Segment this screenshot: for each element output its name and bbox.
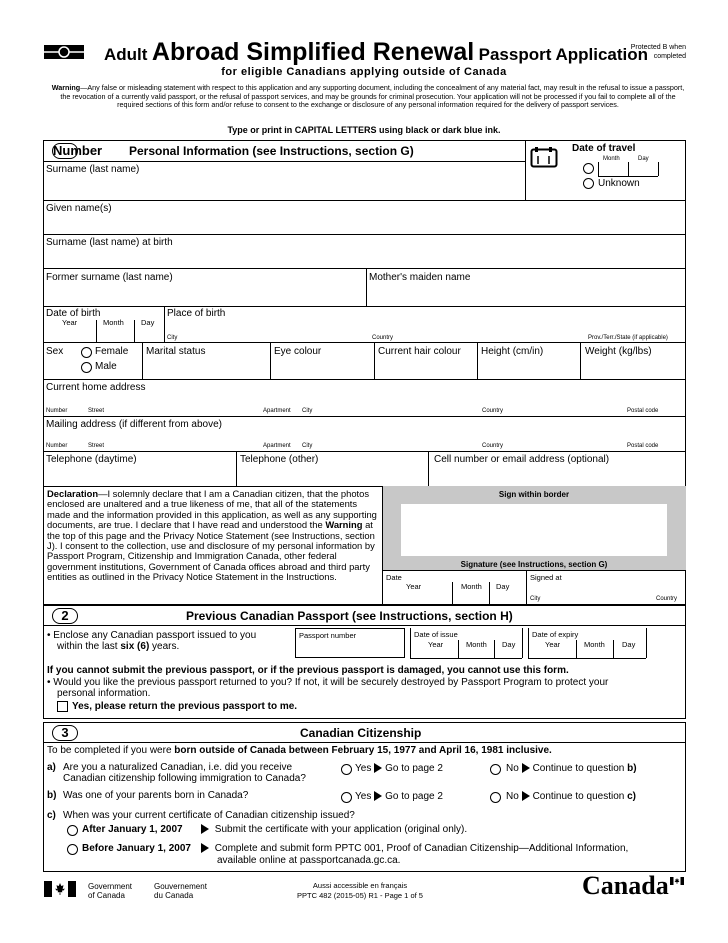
qa-no-text: No [506, 763, 519, 774]
signature-caption: Signature (see Instructions, section G) [460, 560, 608, 569]
sign-year-label: Year [406, 582, 422, 591]
expiry-year-label: Year [545, 640, 561, 649]
qb-yes-radio[interactable] [341, 792, 352, 803]
height-unit: (cm/in) [512, 346, 544, 357]
arrow-right-icon [201, 824, 209, 834]
issue-date-input[interactable] [411, 649, 521, 658]
passport-symbol-icon [44, 45, 84, 59]
protected-note: Protected B when completed [630, 44, 686, 60]
marital-status-label: Marital status [146, 346, 206, 357]
would-return-line-2: personal information. [57, 688, 151, 699]
travel-day-label: Day [638, 156, 649, 162]
question-b-label: b) [47, 790, 57, 801]
enclose-line-2 [57, 641, 179, 652]
eye-colour-label: Eye colour [274, 346, 322, 357]
qa-continue-text: Continue to question [532, 763, 628, 774]
enclose-2a: within the last [57, 641, 121, 652]
signed-at-input[interactable] [528, 583, 684, 594]
tel-daytime-input[interactable] [45, 467, 234, 484]
home-postal-label: Postal code [627, 408, 659, 414]
qc-after-text: Submit the certificate with your application (original only). [214, 824, 468, 835]
sex-female-label: Female [95, 346, 129, 357]
home-address-input[interactable] [45, 395, 683, 408]
given-names-input[interactable] [45, 216, 683, 233]
arrow-right-icon [522, 791, 530, 801]
mail-city-label: City [302, 443, 313, 449]
form-title [104, 38, 648, 67]
travel-calendar-icon [530, 146, 558, 173]
question-a-label: a) [47, 762, 56, 773]
intro-b: born outside of Canada between February 15, 1977 and April 16, 1981 inclusive. [174, 745, 552, 756]
place-of-birth-country-input[interactable] [372, 321, 582, 334]
home-address-label: Current home address [46, 382, 146, 393]
sex-female-radio[interactable] [81, 347, 92, 358]
question-c-label: c) [47, 810, 56, 821]
place-of-birth-label: Place of birth [167, 308, 226, 319]
enclose-2b: six (6) [120, 641, 150, 652]
passport-number-input[interactable] [297, 642, 403, 656]
section-2-number: 2 [52, 608, 78, 624]
sex-label: Sex [46, 346, 64, 357]
title-main: Abroad Simplified Renewal [151, 38, 475, 66]
surname-label: Surname (last name) [46, 164, 140, 175]
arrow-right-icon [374, 763, 382, 773]
home-country-label: Country [482, 408, 504, 414]
qb-no-radio[interactable] [490, 792, 501, 803]
issue-day-label: Day [502, 640, 516, 649]
qb-no-label [506, 791, 636, 802]
arrow-right-icon [201, 843, 209, 853]
tel-daytime-label: Telephone (daytime) [46, 454, 137, 465]
citizenship-intro [47, 745, 552, 756]
qb-yes-label [355, 791, 443, 802]
hair-colour-input[interactable] [376, 361, 475, 377]
declaration-label: Declaration [47, 488, 99, 499]
tel-other-input[interactable] [238, 467, 426, 484]
declaration-part-2: at the top of this page and the Privacy Notice Statement (see Instructions, section J). I consent to the collection, use and disclosure of my personal information by Passport Program, Citizenship and Immigration Canada, other federal government institutions, Government of Canada offices abroad and third party entities as outlined in the Privacy Notice Statement in the Instructions. [47, 519, 375, 583]
warning-text: —Any false or misleading statement with respect to this application and any supporting document, including the concealment of any material fact, may result in the refusal to issue a passport, the revocation of a currently valid passport, or the refusal of passport services, and may be grounds for criminal prosecution. Your application will not be processed if you fail to complete all of the required sections of this form and/or refuse to consent to the exchange or disclosure of any personal information required for the delivery of passport services. [60, 83, 685, 110]
height-label [481, 346, 543, 357]
qc-before-instruction [201, 843, 628, 854]
question-a-line-1: Are you a naturalized Canadian, i.e. did you receive [63, 762, 293, 773]
travel-unknown-label: Unknown [598, 178, 640, 189]
warning-label: Warning [51, 83, 81, 92]
qb-continue-target: c) [627, 791, 636, 802]
place-of-birth-prov-input[interactable] [586, 321, 684, 334]
return-passport-checkbox[interactable] [57, 701, 68, 712]
dob-year-label: Year [62, 318, 78, 327]
home-number-label: Number [46, 408, 68, 414]
mail-apartment-label: Apartment [263, 443, 291, 449]
gov-en-signature [88, 882, 132, 900]
sign-day-label: Day [496, 582, 510, 591]
qc-before-text-1: Complete and submit form PPTC 001, Proof of Canadian Citizenship—Additional Information, [214, 843, 629, 854]
date-of-issue-label: Date of issue [414, 630, 458, 639]
marital-status-input[interactable] [144, 361, 268, 377]
cell-email-label: Cell number or email address (optional) [434, 454, 610, 465]
home-street-label: Street [88, 408, 105, 414]
signed-country-label: Country [656, 596, 678, 602]
sex-male-label: Male [95, 361, 117, 372]
issue-month-label: Month [466, 640, 487, 649]
hair-colour-label: Current hair colour [378, 346, 461, 357]
question-b-text: Was one of your parents born in Canada? [63, 790, 249, 801]
declaration-text [47, 489, 380, 583]
cannot-submit-note: If you cannot submit the previous passport, or if the previous passport is damaged, you cannot use this form. [47, 665, 569, 676]
pob-city-label: City [167, 335, 178, 341]
canada-wordmark-text: Canada [582, 871, 669, 900]
pob-country-label: Country [372, 335, 394, 341]
qc-before-instruction-2: available online at passportcanada.gc.ca. [217, 855, 401, 866]
form-subtitle: for eligible Canadians applying outside of Canada [221, 66, 507, 78]
title-suffix: Passport Application [478, 45, 649, 64]
enclose-line-1: • Enclose any Canadian passport issued to you [47, 630, 257, 641]
expiry-date-input[interactable] [529, 649, 645, 658]
qa-yes-text: Yes [355, 763, 372, 774]
sign-day-input[interactable] [490, 592, 524, 604]
section-1-title: Personal Information (see Instructions, section G) [129, 144, 414, 158]
weight-label [585, 346, 652, 357]
travel-unknown-radio[interactable] [583, 178, 594, 189]
aussi-note: Aussi accessible en français [312, 881, 408, 890]
sign-year-input[interactable] [384, 592, 451, 604]
height-text: Height [481, 346, 510, 357]
section-1-number: Number [53, 143, 103, 158]
form-identifier: PPTC 482 (2015-05) R1 - Page 1 of 5 [297, 891, 423, 900]
dob-month-label: Month [103, 318, 124, 327]
eye-colour-input[interactable] [272, 361, 372, 377]
canada-flag-icon [44, 881, 76, 902]
mothers-maiden-input[interactable] [368, 287, 683, 304]
gov-fr-1: Gouvernement [154, 882, 207, 891]
place-of-birth-city-input[interactable] [166, 321, 366, 334]
wordmark-flag-icon [670, 872, 684, 890]
question-c-text: When was your current certificate of Canadian citizenship issued? [63, 810, 355, 821]
height-input[interactable] [479, 361, 578, 377]
dob-label: Date of birth [46, 308, 101, 319]
section-3-title: Canadian Citizenship [300, 726, 422, 740]
signed-at-label: Signed at [530, 573, 562, 582]
signed-city-label: City [530, 596, 541, 602]
weight-text: Weight [585, 346, 616, 357]
mail-country-label: Country [482, 443, 504, 449]
enclose-2c: years. [149, 641, 180, 652]
sex-male-radio[interactable] [81, 362, 92, 373]
expiry-day-label: Day [622, 640, 636, 649]
weight-input[interactable] [582, 361, 684, 377]
mail-postal-label: Postal code [627, 443, 659, 449]
qa-no-label [506, 763, 637, 774]
return-passport-label: Yes, please return the previous passport to me. [72, 701, 298, 712]
sign-month-label: Month [461, 582, 482, 591]
gov-fr-signature [154, 882, 207, 900]
travel-month-input[interactable] [599, 163, 628, 176]
travel-day-input[interactable] [629, 163, 658, 176]
qa-continue-target: b) [627, 763, 637, 774]
instruction-line: Type or print in CAPITAL LETTERS using black or dark blue ink. [227, 125, 501, 135]
former-surname-input[interactable] [45, 287, 363, 304]
warning-block [48, 84, 688, 110]
mail-street-label: Street [88, 443, 105, 449]
mothers-maiden-label: Mother's maiden name [369, 272, 471, 283]
mail-number-label: Number [46, 443, 68, 449]
mailing-address-input[interactable] [45, 431, 683, 443]
sign-month-input[interactable] [453, 592, 488, 604]
dob-day-input[interactable] [135, 328, 163, 341]
dob-day-label: Day [141, 318, 155, 327]
home-apartment-label: Apartment [263, 408, 291, 414]
surname-at-birth-input[interactable] [45, 250, 683, 267]
travel-date-radio[interactable] [583, 163, 594, 174]
intro-a: To be completed if you were [47, 745, 175, 756]
qc-after-instruction [201, 824, 467, 835]
question-a-line-2: Canadian citizenship following immigration to Canada? [63, 773, 306, 784]
arrow-right-icon [522, 763, 530, 773]
surname-input[interactable] [45, 177, 523, 199]
declaration-warning: Warning [325, 519, 363, 531]
expiry-month-label: Month [584, 640, 605, 649]
canada-wordmark [582, 872, 669, 900]
qc-after-radio[interactable] [67, 825, 78, 836]
tel-other-label: Telephone (other) [240, 454, 319, 465]
qa-yes-label [355, 763, 443, 774]
former-surname-label: Former surname (last name) [46, 272, 173, 283]
date-of-expiry-label: Date of expiry [532, 630, 579, 639]
qa-no-radio[interactable] [490, 764, 501, 775]
gov-fr-2: du Canada [154, 891, 194, 900]
date-of-travel-label: Date of travel [572, 143, 636, 154]
qa-yes-radio[interactable] [341, 764, 352, 775]
qb-continue-text: Continue to question [532, 791, 628, 802]
surname-at-birth-label: Surname (last name) at birth [46, 237, 173, 248]
qb-goto-text: Go to page 2 [385, 791, 443, 802]
mailing-address-label: Mailing address (if different from above) [46, 419, 223, 430]
section-2-title: Previous Canadian Passport (see Instructions, section H) [186, 609, 513, 623]
qc-after-label: After January 1, 2007 [82, 824, 183, 835]
would-return-line-1: • Would you like the previous passport returned to you? If not, it will be securely destroyed by Passport Program to protect your [47, 677, 609, 688]
gov-en-2: of Canada [88, 891, 125, 900]
home-city-label: City [302, 408, 313, 414]
given-names-label: Given name(s) [46, 203, 112, 214]
title-prefix: Adult [104, 45, 148, 64]
signature-area[interactable] [401, 504, 667, 556]
gov-en-1: Government [88, 882, 133, 891]
qa-goto-text: Go to page 2 [385, 763, 443, 774]
dob-month-input[interactable] [97, 328, 133, 341]
declaration-part-1: —I solemnly declare that I am a Canadian citizen, that the photos enclosed are unaltered and a true likeness of me, that all of the statements made and the information provided in this application, as well as any supporting documents, are true. I declare that I have read and understood the [47, 488, 377, 531]
passport-number-label: Passport number [299, 631, 357, 640]
qc-before-label: Before January 1, 2007 [82, 843, 191, 854]
qc-before-radio[interactable] [67, 844, 78, 855]
sign-date-label: Date [386, 573, 402, 582]
dob-year-input[interactable] [45, 328, 95, 341]
travel-month-label: Month [603, 156, 620, 162]
issue-year-label: Year [428, 640, 444, 649]
cell-email-input[interactable] [430, 467, 684, 484]
weight-unit: (kg/lbs) [618, 346, 652, 357]
qb-no-text: No [506, 791, 519, 802]
qb-yes-text: Yes [355, 791, 372, 802]
section-3-number: 3 [52, 725, 78, 741]
arrow-right-icon [374, 791, 382, 801]
sign-within-border: Sign within border [498, 490, 570, 499]
pob-prov-label: Prov./Terr./State (if applicable) [588, 335, 668, 341]
